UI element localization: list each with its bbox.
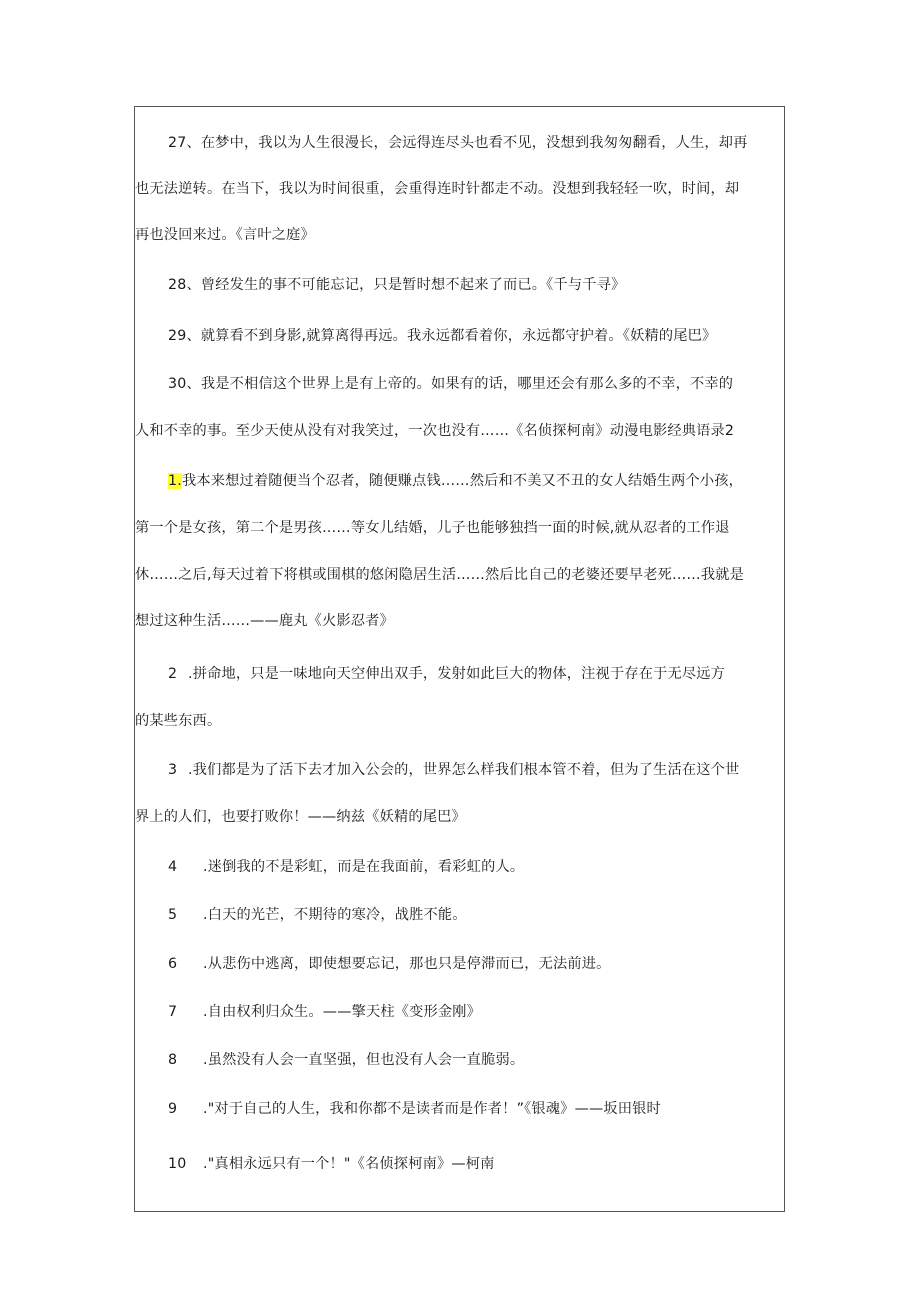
quote-2-number: 2 <box>168 666 178 682</box>
item-text: ."真相永远只有一个！"《名侦探柯南》—柯南 <box>203 1156 495 1172</box>
item-number: 4 <box>168 859 178 875</box>
quote-1-line-3: 休……之后,每天过着下将棋或围棋的悠闲隐居生活……然后比自己的老婆还要早老死……我就是 <box>135 567 744 583</box>
quote-1-line-2: 第一个是女孩，第二个是男孩……等女儿结婚，儿子也能够独挡一面的时候,就从忍者的工作退 <box>135 520 730 536</box>
quote-3-number: 3 <box>168 762 178 778</box>
quote-29-line-1: 29、就算看不到身影,就算离得再远。我永远都看着你，永远都守护着。《妖精的尾巴》 <box>168 328 717 344</box>
quote-1-line-1 <box>168 471 743 491</box>
quote-3-line-1: .我们都是为了活下去才加入公会的，世界怎么样我们根本管不着，但为了生活在这个世 <box>188 762 740 778</box>
quote-1-line-1-text: 我本来想过着随便当个忍者，随便赚点钱……然后和不美又不丑的女人结婚生两个小孩， <box>181 473 744 489</box>
highlighted-marker: 1. <box>168 473 182 489</box>
quote-30-line-1: 30、我是不相信这个世界上是有上帝的。如果有的话，哪里还会有那么多的不幸，不幸的 <box>168 376 734 392</box>
item-number: 5 <box>168 907 178 923</box>
quote-28-line-1: 28、曾经发生的事不可能忘记，只是暂时想不起来了而已。《千与千寻》 <box>168 277 626 293</box>
quote-30-line-2: 人和不幸的事。至少天使从没有对我笑过，一次也没有……《名侦探柯南》动漫电影经典语录2 <box>135 423 735 439</box>
quote-27-line-2: 也无法逆转。在当下，我以为时间很重，会重得连时针都走不动。没想到我轻轻一吹，时间，却 <box>135 181 740 197</box>
quote-1-line-4: 想过这种生活……——鹿丸《火影忍者》 <box>135 613 394 629</box>
item-number: 8 <box>168 1052 178 1068</box>
item-number: 7 <box>168 1004 178 1020</box>
item-text: ."对于自己的人生，我和你都不是读者而是作者！”《银魂》——坂田银时 <box>203 1101 661 1117</box>
quote-27-line-1: 27、在梦中，我以为人生很漫长，会远得连尽头也看不见，没想到我匆匆翻看，人生，却再 <box>168 135 748 151</box>
item-text: .自由权利归众生。——擎天柱《变形金刚》 <box>203 1004 482 1020</box>
quote-27-line-3: 再也没回来过。《言叶之庭》 <box>135 227 315 243</box>
item-text: .从悲伤中逃离，即使想要忘记，那也只是停滞而已，无法前进。 <box>203 956 611 972</box>
document-content <box>135 107 784 1211</box>
item-text: .白天的光芒，不期待的寒冷，战胜不能。 <box>203 907 467 923</box>
quote-3-line-2: 界上的人们，也要打败你！——纳兹《妖精的尾巴》 <box>135 809 466 825</box>
item-text: .迷倒我的不是彩虹，而是在我面前，看彩虹的人。 <box>203 859 525 875</box>
item-number: 9 <box>168 1101 178 1117</box>
item-text: .虽然没有人会一直坚强，但也没有人会一直脆弱。 <box>203 1052 525 1068</box>
document-frame <box>134 106 785 1212</box>
quote-2-line-2: 的某些东西。 <box>135 713 222 729</box>
item-number: 6 <box>168 956 178 972</box>
item-number: 10 <box>168 1156 187 1172</box>
quote-2-line-1: .拼命地，只是一味地向天空伸出双手，发射如此巨大的物体，注视于存在于无尽远方 <box>188 666 726 682</box>
